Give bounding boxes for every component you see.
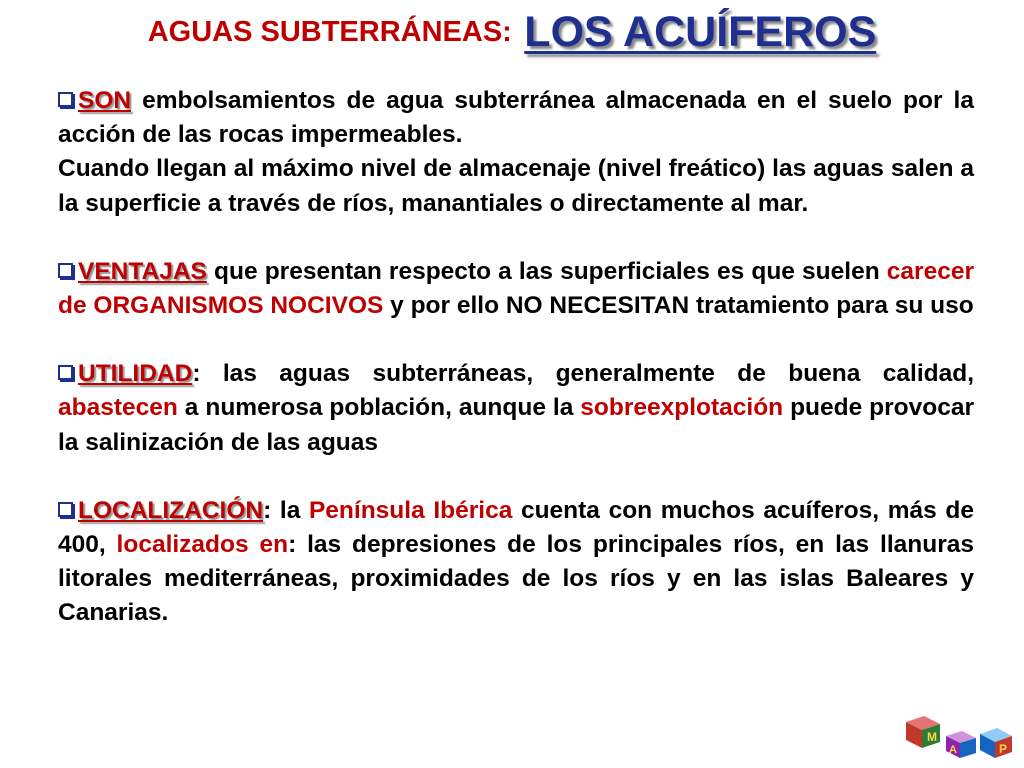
spacer bbox=[58, 323, 974, 357]
title-main: LOS ACUÍFEROS bbox=[524, 8, 877, 56]
spacer bbox=[58, 221, 974, 255]
paragraph-son-2: Cuando llegan al máximo nivel de almacenaje (nivel freático) las aguas salen a la superficie a través de ríos, manantiales o directamente al mar. bbox=[58, 155, 974, 217]
logo-letter-a: A bbox=[949, 744, 957, 756]
paragraph-utilidad bbox=[58, 357, 974, 460]
text-localizacion-1: : la bbox=[263, 496, 309, 524]
text-localizacion-3: : las depresiones de los principales ríos, en las llanuras litorales mediterráneas, proximidades de los ríos y en las islas Baleares y Canarias. bbox=[58, 531, 974, 627]
text-utilidad-1: : las aguas subterráneas, generalmente de buena calidad, bbox=[192, 360, 974, 388]
spacer bbox=[58, 460, 974, 494]
keyword-son: SON bbox=[78, 87, 132, 114]
logo-cube-p bbox=[980, 728, 1012, 758]
text-ventajas-1: que presentan respecto a las superficiales es que suelen bbox=[206, 257, 887, 285]
logo-letter-m: M bbox=[927, 730, 937, 744]
slide-title bbox=[0, 8, 1024, 57]
highlight-peninsula: Península Ibérica bbox=[308, 496, 513, 524]
text-utilidad-2: a numerosa población, aunque la bbox=[177, 394, 581, 422]
checkbox-bullet-icon bbox=[58, 502, 73, 517]
highlight-sobreexplotacion: sobreexplotación bbox=[580, 394, 784, 422]
paragraph-ventajas bbox=[58, 255, 974, 323]
checkbox-bullet-icon bbox=[58, 92, 73, 107]
map-logo-icon bbox=[900, 712, 1018, 762]
checkbox-bullet-icon bbox=[58, 365, 73, 380]
text-ventajas-2: y por ello NO NECESITAN tratamiento para su uso bbox=[383, 292, 974, 320]
checkbox-bullet-icon bbox=[58, 263, 73, 278]
text-localizacion-2: cuenta con muchos acuíferos, más de 400, bbox=[58, 496, 974, 559]
title-prefix: AGUAS SUBTERRÁNEAS: bbox=[147, 16, 512, 48]
highlight-organismos: carecer de ORGANISMOS NOCIVOS bbox=[58, 257, 974, 320]
slide-content bbox=[58, 84, 974, 631]
logo-cube-m bbox=[906, 716, 940, 748]
paragraph-localizacion bbox=[58, 494, 974, 631]
logo-cube-a bbox=[946, 731, 976, 758]
text-utilidad-3: puede provocar la salinización de las aguas bbox=[58, 394, 974, 456]
keyword-ventajas: VENTAJAS bbox=[78, 257, 207, 285]
highlight-localizados: localizados en bbox=[116, 531, 289, 559]
keyword-utilidad: UTILIDAD bbox=[78, 360, 193, 388]
highlight-abastecen: abastecen bbox=[58, 394, 178, 422]
logo-letter-p: P bbox=[999, 742, 1008, 756]
text-son-1: embolsamientos de agua subterránea almacenada en el suelo por la acción de las rocas impermeables. bbox=[58, 87, 974, 149]
paragraph-son bbox=[58, 84, 974, 152]
keyword-localizacion: LOCALIZACIÓN bbox=[78, 496, 264, 524]
